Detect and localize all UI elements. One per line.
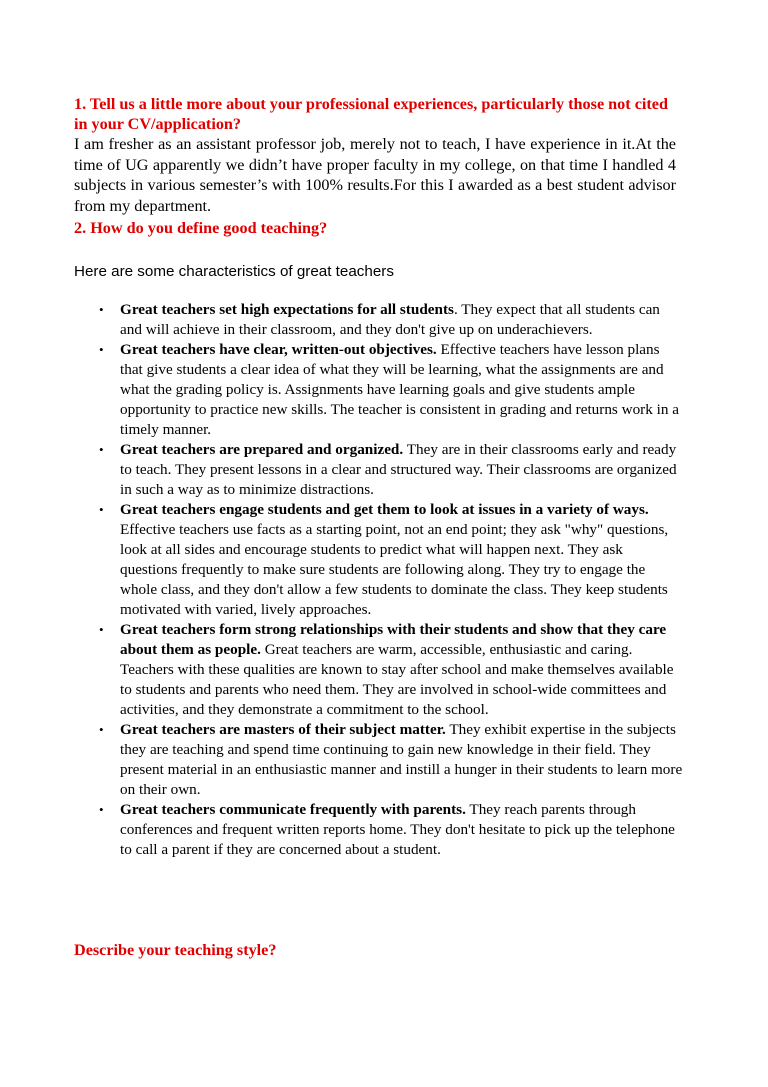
- list-item: [74, 300, 684, 340]
- characteristics-list: [74, 300, 684, 860]
- bullet-icon: •: [99, 722, 104, 737]
- item-body: . They expect that all students can and will achieve in their classroom, and they don't give up on underachievers.: [120, 301, 660, 338]
- item-body: Effective teachers have lesson plans that give students a clear idea of what they will be learning, what the assignments are and what the grading policy is. Assignments have learning goals and give students ample opportunity to practice new skills. The teacher is consistent in grading and returns work in a timely manner.: [120, 341, 679, 438]
- item-body: They are in their classrooms early and ready to teach. They present lessons in a clear and structured way. Their classrooms are organized in such a way as to minimize distractions.: [120, 441, 677, 498]
- list-item: [74, 500, 684, 620]
- list-item: [74, 800, 684, 860]
- question-1-heading: 1. Tell us a little more about your professional experiences, particularly those not cited in your CV/application?: [74, 95, 668, 133]
- item-lead: Great teachers are prepared and organized.: [120, 441, 404, 458]
- bullet-icon: •: [99, 622, 104, 637]
- item-lead: Great teachers set high expectations for all students: [120, 301, 454, 318]
- question-1-answer: I am fresher as an assistant professor job, merely not to teach, I have experience in it.At the time of UG apparently we didn’t have proper faculty in my college, on that time I handled 4 subjects in various semester’s with 100% results.For this I awarded as a best student advisor from my department.: [74, 135, 676, 215]
- item-lead: Great teachers are masters of their subject matter.: [120, 721, 446, 738]
- item-body: They exhibit expertise in the subjects they are teaching and spend time continuing to gain new knowledge in their field. They present material in an enthusiastic manner and instill a hunger in their students to learn more on their own.: [120, 721, 683, 798]
- item-lead: Great teachers have clear, written-out objectives.: [120, 341, 437, 358]
- list-item: [74, 720, 684, 800]
- list-item: [74, 620, 684, 720]
- item-lead: Great teachers communicate frequently with parents.: [120, 801, 466, 818]
- characteristics-intro: Here are some characteristics of great teachers: [74, 263, 394, 280]
- bullet-icon: •: [99, 302, 104, 317]
- question-3-heading: Describe your teaching style?: [74, 941, 277, 959]
- item-lead: Great teachers engage students and get them to look at issues in a variety of ways.: [120, 501, 649, 518]
- bullet-icon: •: [99, 502, 104, 517]
- bullet-icon: •: [99, 342, 104, 357]
- bullet-icon: •: [99, 442, 104, 457]
- list-item: [74, 340, 684, 440]
- item-body: They reach parents through conferences and frequent written reports home. They don't hesitate to pick up the telephone to call a parent if they are concerned about a student.: [120, 801, 675, 858]
- question-2-heading: 2. How do you define good teaching?: [74, 219, 328, 237]
- item-body: Great teachers are warm, accessible, enthusiastic and caring. Teachers with these qualities are known to stay after school and make themselves available to students and parents who need them. They are involved in school-wide committees and activities, and they demonstrate a commitment to the school.: [120, 641, 674, 718]
- item-lead: Great teachers form strong relationships with their students and show that they care about them as people.: [120, 621, 667, 658]
- item-body: Effective teachers use facts as a starting point, not an end point; they ask "why" questions, look at all sides and encourage students to predict what will happen next. They ask questions frequently to make sure students are following along. They try to engage the whole class, and they don't allow a few students to dominate the class. They keep students motivated with varied, lively approaches.: [120, 521, 669, 618]
- bullet-icon: •: [99, 802, 104, 817]
- list-item: [74, 440, 684, 500]
